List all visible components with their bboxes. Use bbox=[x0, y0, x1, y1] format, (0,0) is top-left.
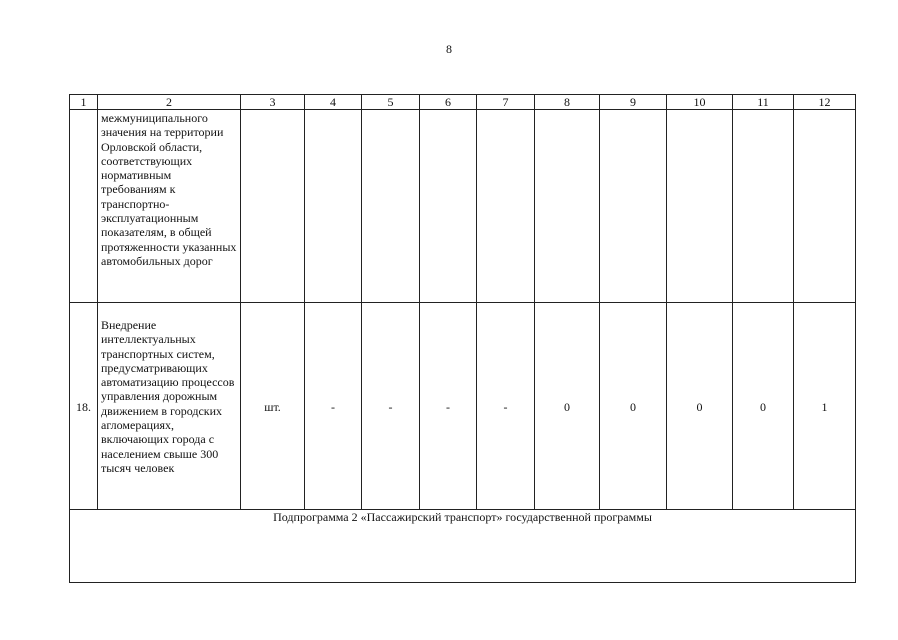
row-value-12: 1 bbox=[794, 303, 856, 510]
row-value-9: 0 bbox=[600, 303, 667, 510]
row-number: 18. bbox=[70, 303, 98, 510]
column-header-9: 9 bbox=[600, 95, 667, 110]
row-value-11: 0 bbox=[733, 303, 794, 510]
column-header-3: 3 bbox=[241, 95, 305, 110]
row-value-8: 0 bbox=[535, 303, 600, 510]
continuation-cell-9 bbox=[600, 110, 667, 303]
column-header-7: 7 bbox=[477, 95, 535, 110]
continuation-row bbox=[70, 110, 856, 303]
subprogram-title: Подпрограмма 2 «Пассажирский транспорт» государственной программы bbox=[70, 510, 856, 583]
column-header-11: 11 bbox=[733, 95, 794, 110]
row-value-6: - bbox=[420, 303, 477, 510]
continuation-cell-5 bbox=[362, 110, 420, 303]
continuation-cell-7 bbox=[477, 110, 535, 303]
continuation-cell-8 bbox=[535, 110, 600, 303]
column-number-header-row bbox=[70, 95, 856, 110]
column-header-4: 4 bbox=[305, 95, 362, 110]
continuation-row-description: межмуниципального значения на территории Орловской области, соответствующих нормативным требованиям к транспортно-эксплуатационным показателям, в общей протяженности указанных автомобильных дорог bbox=[98, 110, 241, 303]
row-description: Внедрение интеллектуальных транспортных систем, предусматривающих автоматизацию процессов управления дорожным движением в городских агломерациях, включающих города с населением свыше 300 тысяч человек bbox=[98, 303, 241, 510]
row-value-7: - bbox=[477, 303, 535, 510]
column-header-1: 1 bbox=[70, 95, 98, 110]
column-header-2: 2 bbox=[98, 95, 241, 110]
continuation-cell-12 bbox=[794, 110, 856, 303]
column-header-12: 12 bbox=[794, 95, 856, 110]
page-number: 8 bbox=[446, 42, 452, 56]
column-header-8: 8 bbox=[535, 95, 600, 110]
continuation-cell-10 bbox=[667, 110, 733, 303]
continuation-cell-4 bbox=[305, 110, 362, 303]
continuation-row-number-cell bbox=[70, 110, 98, 303]
table-row-18 bbox=[70, 303, 856, 510]
row-value-4: - bbox=[305, 303, 362, 510]
column-header-10: 10 bbox=[667, 95, 733, 110]
indicators-table bbox=[69, 94, 856, 583]
column-header-6: 6 bbox=[420, 95, 477, 110]
continuation-cell-6 bbox=[420, 110, 477, 303]
column-header-5: 5 bbox=[362, 95, 420, 110]
continuation-cell-3 bbox=[241, 110, 305, 303]
row-value-10: 0 bbox=[667, 303, 733, 510]
row-value-5: - bbox=[362, 303, 420, 510]
continuation-cell-11 bbox=[733, 110, 794, 303]
row-unit: шт. bbox=[241, 303, 305, 510]
subprogram-row bbox=[70, 510, 856, 583]
